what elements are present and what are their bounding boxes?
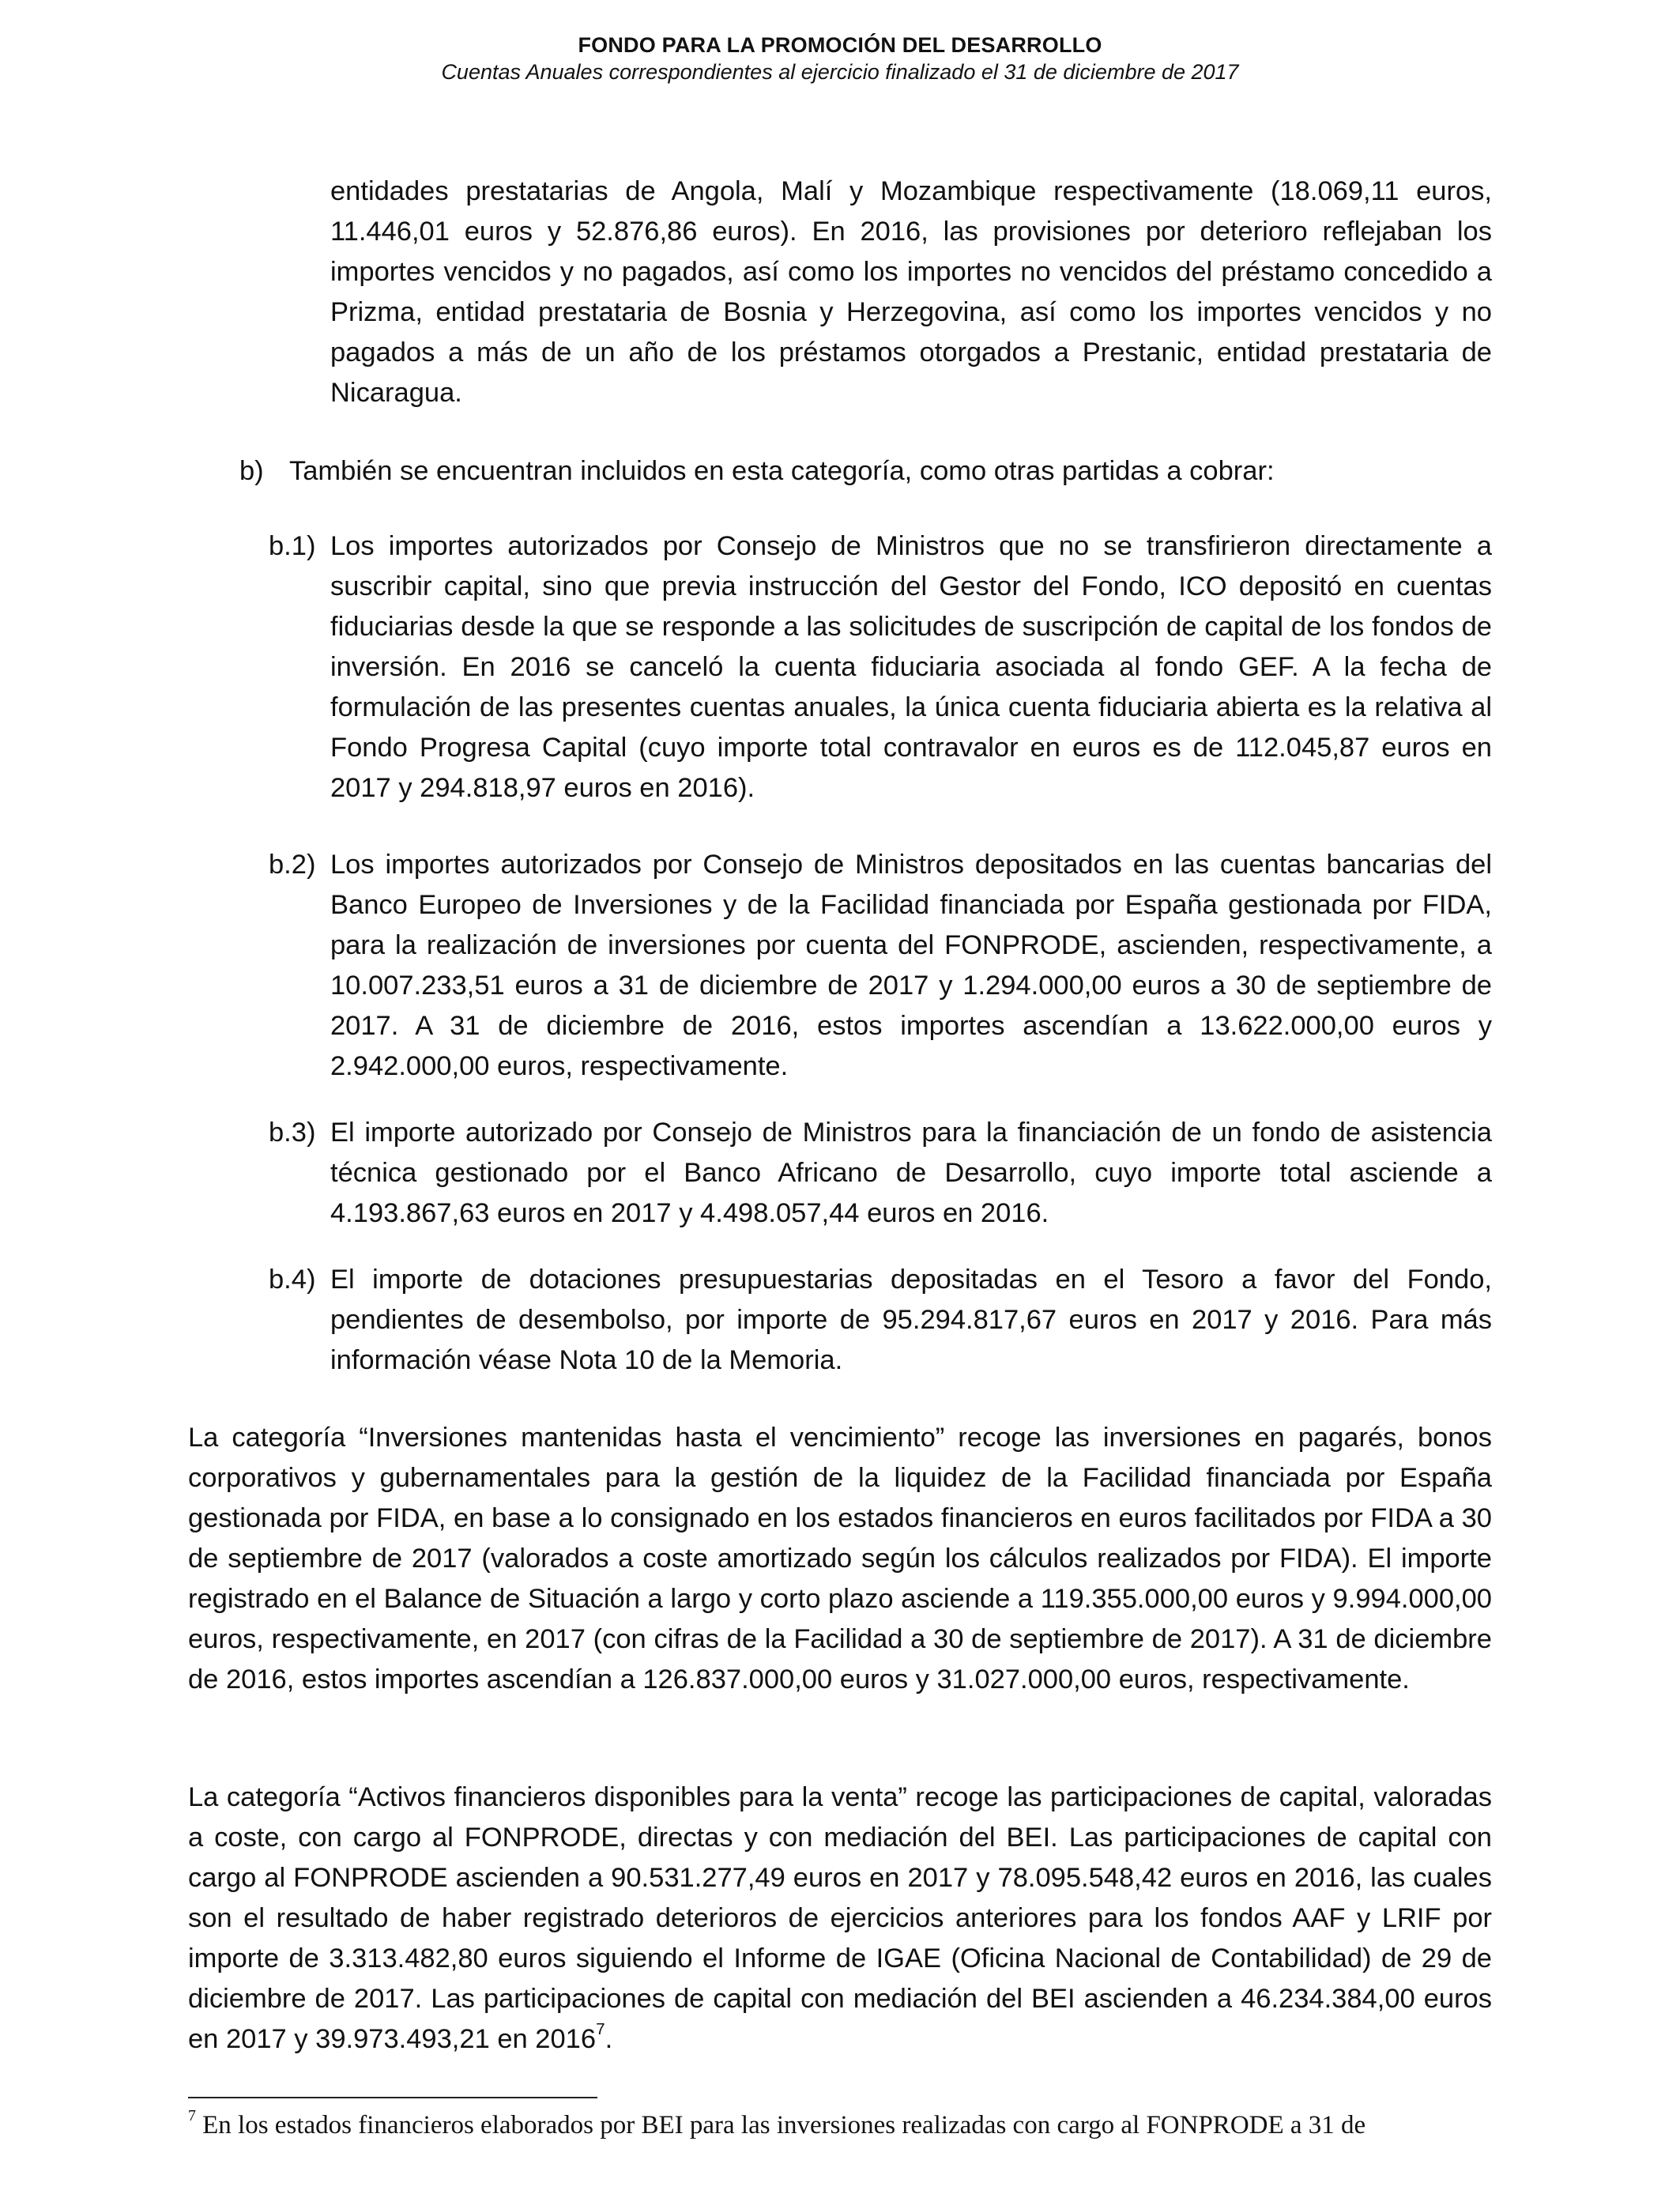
footnote-divider xyxy=(188,2097,597,2098)
list-item xyxy=(269,526,1492,809)
list-item xyxy=(269,1113,1492,1234)
document-header-subtitle: Cuentas Anuales correspondientes al ejercicio finalizado el 31 de diciembre de 2017 xyxy=(441,60,1239,84)
section-b-text: También se encuentran incluidos en esta categoría, como otras partidas a cobrar: xyxy=(289,456,1275,486)
footnote-number: 7 xyxy=(188,2107,196,2125)
intro-paragraph: entidades prestatarias de Angola, Malí y Mozambique respectivamente (18.069,11 euros, 11.446,01 euros y 52.876,86 euros). En 2016, las provisiones por deterioro reflejaban los importes vencidos y no pagados, así como los importes no vencidos del préstamo concedido a Prizma, entidad prestataria de Bosnia y Herzegovina, así como los importes vencidos y no pagados a más de un año de los préstamos otorgados a Prestanic, entidad prestataria de Nicaragua. xyxy=(330,176,1492,408)
document-header-title: FONDO PARA LA PROMOCIÓN DEL DESARROLLO xyxy=(578,33,1102,57)
list-item-label: b.4) xyxy=(269,1265,316,1295)
list-item xyxy=(269,1260,1492,1381)
list-item-text: Los importes autorizados por Consejo de Ministros depositados en las cuentas bancarias del Banco Europeo de Inversiones y de la Facilidad financiada por España gestionada por FIDA, para la realización de inversiones por cuenta del FONPRODE, ascienden, respectivamente, a 10.007.233,51 euros a 31 de diciembre de 2017 y 1.294.000,00 euros a 30 de septiembre de 2017. A 31 de diciembre de 2016, estos importes ascendían a 13.622.000,00 euros y 2.942.000,00 euros, respectivamente. xyxy=(330,850,1492,1081)
section-b-heading xyxy=(239,451,1504,492)
footnote xyxy=(188,2108,1492,2143)
list-item xyxy=(269,845,1492,1087)
section-b-label: b) xyxy=(239,456,264,486)
paragraph-end: . xyxy=(605,2024,613,2054)
available-for-sale-paragraph xyxy=(188,1777,1492,2060)
footnote-reference[interactable]: 7 xyxy=(596,2020,605,2039)
list-item-label: b.2) xyxy=(269,850,316,880)
list-item-text: El importe de dotaciones presupuestarias depositadas en el Tesoro a favor del Fondo, pendientes de desembolso, por importe de 95.294.817,67 euros en 2017 y 2016. Para más información véase Nota 10 de la Memoria. xyxy=(330,1265,1492,1375)
list-item-text: El importe autorizado por Consejo de Ministros para la financiación de un fondo de asistencia técnica gestionado por el Banco Africano de Desarrollo, cuyo importe total asciende a 4.193.867,63 euros en 2017 y 4.498.057,44 euros en 2016. xyxy=(330,1118,1492,1228)
footnote-text: En los estados financieros elaborados por BEI para las inversiones realizadas con cargo al FONPRODE a 31 de xyxy=(202,2111,1366,2139)
list-item-label: b.3) xyxy=(269,1118,316,1148)
available-for-sale-text: La categoría “Activos financieros disponibles para la venta” recoge las participaciones de capital, valoradas a coste, con cargo al FONPRODE, directas y con mediación del BEI. Las participaciones de capital con cargo al FONPRODE ascienden a 90.531.277,49 euros en 2017 y 78.095.548,42 euros en 2016, las cuales son el resultado de haber registrado deterioros de ejercicios anteriores para los fondos AAF y LRIF por importe de 3.313.482,80 euros siguiendo el Informe de IGAE (Oficina Nacional de Contabilidad) de 29 de diciembre de 2017. Las participaciones de capital con mediación del BEI ascienden a 46.234.384,00 euros en 2017 y 39.973.493,21 en 2016 xyxy=(188,1782,1492,2054)
list-item-text: Los importes autorizados por Consejo de Ministros que no se transfirieron directamente a suscribir capital, sino que previa instrucción del Gestor del Fondo, ICO depositó en cuentas fiduciarias desde la que se responde a las solicitudes de suscripción de capital de los fondos de inversión. En 2016 se canceló la cuenta fiduciaria asociada al fondo GEF. A la fecha de formulación de las presentes cuentas anuales, la única cuenta fiduciaria abierta es la relativa al Fondo Progresa Capital (cuyo importe total contravalor en euros es de 112.045,87 euros en 2017 y 294.818,97 euros en 2016). xyxy=(330,531,1492,803)
list-item-label: b.1) xyxy=(269,531,316,561)
held-to-maturity-paragraph: La categoría “Inversiones mantenidas hasta el vencimiento” recoge las inversiones en pagarés, bonos corporativos y gubernamentales para la gestión de la liquidez de la Facilidad financiada por España gestionada por FIDA, en base a lo consignado en los estados financieros en euros facilitados por FIDA a 30 de septiembre de 2017 (valorados a coste amortizado según los cálculos realizados por FIDA). El importe registrado en el Balance de Situación a largo y corto plazo asciende a 119.355.000,00 euros y 9.994.000,00 euros, respectivamente, en 2017 (con cifras de la Facilidad a 30 de septiembre de 2017). A 31 de diciembre de 2016, estos importes ascendían a 126.837.000,00 euros y 31.027.000,00 euros, respectivamente. xyxy=(188,1423,1492,1695)
